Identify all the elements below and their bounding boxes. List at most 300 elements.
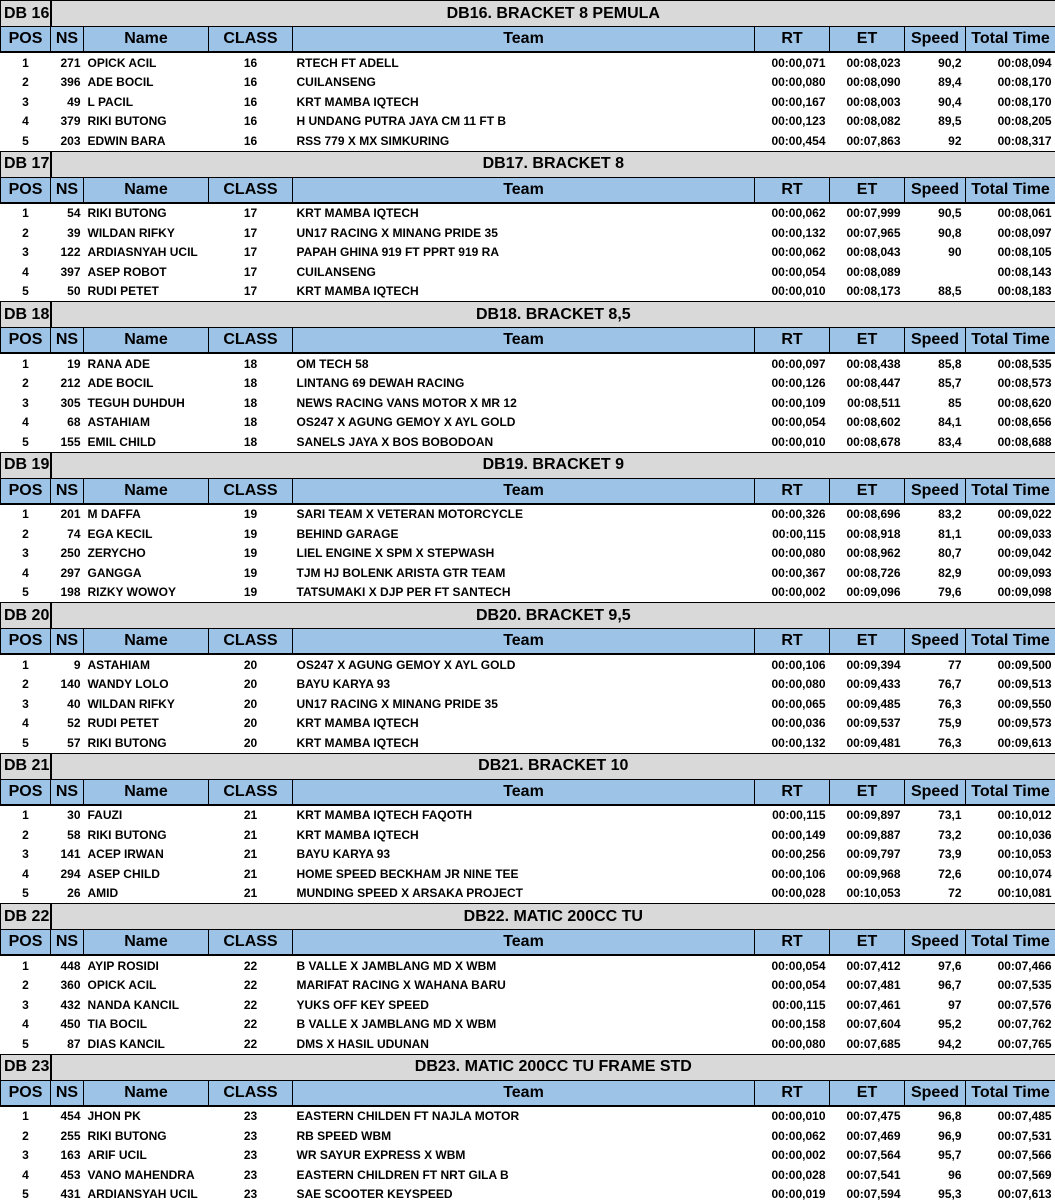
column-header-team: Team: [293, 1080, 755, 1106]
cell-ns: 26: [51, 884, 84, 904]
table-row: [1, 393, 1055, 413]
cell-pos: 4: [1, 413, 51, 433]
cell-speed: 73,9: [905, 845, 966, 865]
cell-class: 16: [209, 131, 293, 151]
cell-et: 00:07,685: [830, 1034, 905, 1054]
cell-team: BAYU KARYA 93: [293, 845, 755, 865]
cell-team: H UNDANG PUTRA JAYA CM 11 FT B: [293, 112, 755, 132]
column-header-total: Total Time: [966, 629, 1055, 655]
cell-total: 00:09,022: [966, 504, 1055, 525]
cell-ns: 453: [51, 1165, 84, 1185]
cell-total: 00:07,566: [966, 1146, 1055, 1166]
cell-total: 00:08,183: [966, 282, 1055, 302]
cell-ns: 74: [51, 524, 84, 544]
cell-pos: 2: [1, 825, 51, 845]
cell-et: 00:09,887: [830, 825, 905, 845]
cell-speed: 97: [905, 995, 966, 1015]
cell-rt: 00:00,080: [755, 544, 830, 564]
cell-et: 00:07,594: [830, 1185, 905, 1204]
cell-team: EASTERN CHILDEN FT NAJLA MOTOR: [293, 1106, 755, 1127]
bracket-title: DB23. MATIC 200CC TU FRAME STD: [51, 1054, 1055, 1080]
column-header-speed: Speed: [905, 930, 966, 956]
cell-pos: 1: [1, 203, 51, 224]
cell-speed: 90,2: [905, 52, 966, 73]
bracket-code: DB 17: [1, 151, 51, 177]
bracket-title: DB17. BRACKET 8: [51, 151, 1055, 177]
column-header-speed: Speed: [905, 177, 966, 203]
cell-ns: 54: [51, 203, 84, 224]
cell-rt: 00:00,132: [755, 733, 830, 753]
column-header-team: Team: [293, 930, 755, 956]
cell-et: 00:08,089: [830, 262, 905, 282]
cell-class: 23: [209, 1126, 293, 1146]
cell-et: 00:08,043: [830, 243, 905, 263]
table-row: [1, 131, 1055, 151]
cell-pos: 1: [1, 353, 51, 374]
cell-name: ASTAHIAM: [84, 413, 209, 433]
cell-name: RIKI BUTONG: [84, 825, 209, 845]
cell-speed: 90,8: [905, 223, 966, 243]
cell-total: 00:07,485: [966, 1106, 1055, 1127]
cell-name: ARDIASNYAH UCIL: [84, 243, 209, 263]
column-header-speed: Speed: [905, 328, 966, 354]
column-header-et: ET: [830, 478, 905, 504]
cell-class: 18: [209, 374, 293, 394]
cell-total: 00:08,143: [966, 262, 1055, 282]
column-header-class: CLASS: [209, 930, 293, 956]
cell-name: DIAS KANCIL: [84, 1034, 209, 1054]
cell-rt: 00:00,106: [755, 654, 830, 675]
cell-rt: 00:00,097: [755, 353, 830, 374]
cell-name: FAUZI: [84, 805, 209, 826]
cell-et: 00:10,053: [830, 884, 905, 904]
column-header-rt: RT: [755, 1080, 830, 1106]
cell-speed: 83,4: [905, 432, 966, 452]
cell-rt: 00:00,028: [755, 884, 830, 904]
cell-team: MARIFAT RACING X WAHANA BARU: [293, 976, 755, 996]
table-row: [1, 1146, 1055, 1166]
cell-ns: 431: [51, 1185, 84, 1204]
bracket-title: DB16. BRACKET 8 PEMULA: [51, 1, 1055, 27]
table-row: [1, 92, 1055, 112]
bracket-title-row: [1, 904, 1055, 930]
column-header-pos: POS: [1, 930, 51, 956]
column-header-speed: Speed: [905, 779, 966, 805]
column-header-speed: Speed: [905, 1080, 966, 1106]
cell-class: 18: [209, 413, 293, 433]
table-row: [1, 1106, 1055, 1127]
cell-pos: 4: [1, 714, 51, 734]
cell-ns: 19: [51, 353, 84, 374]
column-header-class: CLASS: [209, 1080, 293, 1106]
cell-pos: 2: [1, 976, 51, 996]
bracket-code: DB 23: [1, 1054, 51, 1080]
column-header-pos: POS: [1, 779, 51, 805]
cell-name: L PACIL: [84, 92, 209, 112]
cell-ns: 360: [51, 976, 84, 996]
table-row: [1, 955, 1055, 976]
cell-speed: 77: [905, 654, 966, 675]
table-row: [1, 976, 1055, 996]
cell-class: 20: [209, 654, 293, 675]
cell-name: GANGGA: [84, 563, 209, 583]
cell-et: 00:08,023: [830, 52, 905, 73]
cell-team: CUILANSENG: [293, 262, 755, 282]
cell-pos: 4: [1, 1165, 51, 1185]
cell-class: 22: [209, 976, 293, 996]
cell-speed: 95,2: [905, 1015, 966, 1035]
cell-class: 16: [209, 112, 293, 132]
column-header-total: Total Time: [966, 930, 1055, 956]
cell-name: RIKI BUTONG: [84, 1126, 209, 1146]
column-header-rt: RT: [755, 328, 830, 354]
cell-name: ASEP CHILD: [84, 864, 209, 884]
column-header-ns: NS: [51, 177, 84, 203]
table-row: [1, 112, 1055, 132]
column-header-name: Name: [84, 1080, 209, 1106]
column-header-name: Name: [84, 779, 209, 805]
bracket-title-row: [1, 302, 1055, 328]
cell-ns: 87: [51, 1034, 84, 1054]
cell-class: 19: [209, 524, 293, 544]
cell-speed: 96,7: [905, 976, 966, 996]
cell-rt: 00:00,019: [755, 1185, 830, 1204]
cell-speed: 76,7: [905, 675, 966, 695]
column-header-et: ET: [830, 177, 905, 203]
cell-total: 00:08,688: [966, 432, 1055, 452]
cell-ns: 9: [51, 654, 84, 675]
cell-total: 00:09,033: [966, 524, 1055, 544]
cell-team: KRT MAMBA IQTECH: [293, 825, 755, 845]
column-header-rt: RT: [755, 478, 830, 504]
table-row: [1, 432, 1055, 452]
cell-et: 00:07,564: [830, 1146, 905, 1166]
cell-et: 00:08,447: [830, 374, 905, 394]
cell-name: AYIP ROSIDI: [84, 955, 209, 976]
cell-total: 00:09,093: [966, 563, 1055, 583]
column-header-name: Name: [84, 629, 209, 655]
cell-class: 18: [209, 393, 293, 413]
cell-rt: 00:00,367: [755, 563, 830, 583]
column-header-class: CLASS: [209, 478, 293, 504]
cell-speed: 73,2: [905, 825, 966, 845]
cell-rt: 00:00,002: [755, 1146, 830, 1166]
bracket-title: DB20. BRACKET 9,5: [51, 603, 1055, 629]
cell-ns: 58: [51, 825, 84, 845]
cell-ns: 454: [51, 1106, 84, 1127]
column-header-rt: RT: [755, 177, 830, 203]
cell-rt: 00:00,054: [755, 955, 830, 976]
table-row: [1, 1034, 1055, 1054]
column-header-team: Team: [293, 478, 755, 504]
cell-speed: 81,1: [905, 524, 966, 544]
cell-ns: 271: [51, 52, 84, 73]
cell-name: M DAFFA: [84, 504, 209, 525]
cell-total: 00:08,170: [966, 92, 1055, 112]
cell-pos: 4: [1, 563, 51, 583]
table-row: [1, 73, 1055, 93]
cell-total: 00:10,074: [966, 864, 1055, 884]
cell-speed: 85,8: [905, 353, 966, 374]
cell-name: JHON PK: [84, 1106, 209, 1127]
cell-team: SARI TEAM X VETERAN MOTORCYCLE: [293, 504, 755, 525]
cell-et: 00:08,918: [830, 524, 905, 544]
cell-name: RIKI BUTONG: [84, 203, 209, 224]
cell-pos: 5: [1, 432, 51, 452]
cell-total: 00:07,765: [966, 1034, 1055, 1054]
cell-rt: 00:00,010: [755, 432, 830, 452]
column-header-row: [1, 629, 1055, 655]
cell-name: RUDI PETET: [84, 282, 209, 302]
cell-ns: 379: [51, 112, 84, 132]
cell-rt: 00:00,054: [755, 262, 830, 282]
cell-speed: [905, 262, 966, 282]
cell-rt: 00:00,126: [755, 374, 830, 394]
cell-name: TEGUH DUHDUH: [84, 393, 209, 413]
cell-total: 00:10,012: [966, 805, 1055, 826]
cell-name: RIKI BUTONG: [84, 112, 209, 132]
column-header-pos: POS: [1, 1080, 51, 1106]
bracket-title: DB18. BRACKET 8,5: [51, 302, 1055, 328]
cell-pos: 1: [1, 52, 51, 73]
cell-pos: 2: [1, 1126, 51, 1146]
cell-total: 00:08,105: [966, 243, 1055, 263]
table-row: [1, 524, 1055, 544]
cell-name: EMIL CHILD: [84, 432, 209, 452]
cell-ns: 122: [51, 243, 84, 263]
cell-name: OPICK ACIL: [84, 976, 209, 996]
cell-rt: 00:00,036: [755, 714, 830, 734]
cell-name: RIKI BUTONG: [84, 733, 209, 753]
cell-rt: 00:00,080: [755, 675, 830, 695]
cell-pos: 1: [1, 955, 51, 976]
cell-team: RTECH FT ADELL: [293, 52, 755, 73]
cell-et: 00:07,863: [830, 131, 905, 151]
cell-class: 16: [209, 52, 293, 73]
cell-speed: 73,1: [905, 805, 966, 826]
cell-rt: 00:00,065: [755, 694, 830, 714]
cell-speed: 79,6: [905, 583, 966, 603]
cell-team: BAYU KARYA 93: [293, 675, 755, 695]
cell-et: 00:09,433: [830, 675, 905, 695]
table-row: [1, 1165, 1055, 1185]
column-header-pos: POS: [1, 177, 51, 203]
cell-et: 00:08,003: [830, 92, 905, 112]
column-header-ns: NS: [51, 328, 84, 354]
column-header-pos: POS: [1, 27, 51, 53]
cell-team: B VALLE X JAMBLANG MD X WBM: [293, 1015, 755, 1035]
column-header-rt: RT: [755, 27, 830, 53]
cell-team: KRT MAMBA IQTECH FAQOTH: [293, 805, 755, 826]
cell-class: 16: [209, 73, 293, 93]
bracket-title-row: [1, 603, 1055, 629]
bracket-code: DB 22: [1, 904, 51, 930]
cell-name: RIZKY WOWOY: [84, 583, 209, 603]
column-header-total: Total Time: [966, 328, 1055, 354]
table-row: [1, 353, 1055, 374]
table-row: [1, 654, 1055, 675]
cell-rt: 00:00,028: [755, 1165, 830, 1185]
column-header-et: ET: [830, 779, 905, 805]
cell-total: 00:07,576: [966, 995, 1055, 1015]
cell-class: 21: [209, 805, 293, 826]
cell-pos: 2: [1, 524, 51, 544]
cell-team: SAE SCOOTER KEYSPEED: [293, 1185, 755, 1204]
cell-class: 22: [209, 1034, 293, 1054]
column-header-team: Team: [293, 328, 755, 354]
cell-total: 00:09,573: [966, 714, 1055, 734]
column-header-team: Team: [293, 27, 755, 53]
cell-rt: 00:00,158: [755, 1015, 830, 1035]
cell-speed: 90,4: [905, 92, 966, 112]
cell-rt: 00:00,115: [755, 995, 830, 1015]
cell-class: 17: [209, 243, 293, 263]
cell-speed: 94,2: [905, 1034, 966, 1054]
cell-name: ACEP IRWAN: [84, 845, 209, 865]
column-header-speed: Speed: [905, 27, 966, 53]
cell-rt: 00:00,054: [755, 413, 830, 433]
cell-ns: 255: [51, 1126, 84, 1146]
cell-et: 00:08,678: [830, 432, 905, 452]
cell-speed: 96,8: [905, 1106, 966, 1127]
cell-total: 00:07,613: [966, 1185, 1055, 1204]
cell-team: YUKS OFF KEY SPEED: [293, 995, 755, 1015]
cell-et: 00:09,968: [830, 864, 905, 884]
cell-rt: 00:00,123: [755, 112, 830, 132]
cell-et: 00:09,394: [830, 654, 905, 675]
cell-et: 00:07,965: [830, 223, 905, 243]
table-row: [1, 374, 1055, 394]
cell-et: 00:09,481: [830, 733, 905, 753]
cell-team: DMS X HASIL UDUNAN: [293, 1034, 755, 1054]
cell-et: 00:09,096: [830, 583, 905, 603]
column-header-row: [1, 27, 1055, 53]
cell-ns: 57: [51, 733, 84, 753]
column-header-total: Total Time: [966, 1080, 1055, 1106]
cell-pos: 5: [1, 1034, 51, 1054]
column-header-rt: RT: [755, 930, 830, 956]
cell-total: 00:10,081: [966, 884, 1055, 904]
cell-class: 19: [209, 504, 293, 525]
table-row: [1, 864, 1055, 884]
cell-speed: 75,9: [905, 714, 966, 734]
cell-et: 00:08,173: [830, 282, 905, 302]
cell-ns: 396: [51, 73, 84, 93]
table-row: [1, 52, 1055, 73]
cell-pos: 1: [1, 654, 51, 675]
column-header-team: Team: [293, 779, 755, 805]
cell-rt: 00:00,080: [755, 1034, 830, 1054]
cell-team: SANELS JAYA X BOS BOBODOAN: [293, 432, 755, 452]
bracket-title: DB19. BRACKET 9: [51, 452, 1055, 478]
cell-name: EGA KECIL: [84, 524, 209, 544]
cell-rt: 00:00,167: [755, 92, 830, 112]
cell-ns: 448: [51, 955, 84, 976]
column-header-pos: POS: [1, 328, 51, 354]
cell-class: 19: [209, 583, 293, 603]
cell-total: 00:09,513: [966, 675, 1055, 695]
cell-pos: 1: [1, 1106, 51, 1127]
table-row: [1, 805, 1055, 826]
cell-ns: 397: [51, 262, 84, 282]
cell-rt: 00:00,115: [755, 805, 830, 826]
cell-class: 20: [209, 675, 293, 695]
cell-name: OPICK ACIL: [84, 52, 209, 73]
cell-name: ASEP ROBOT: [84, 262, 209, 282]
cell-name: ZERYCHO: [84, 544, 209, 564]
cell-ns: 50: [51, 282, 84, 302]
cell-team: OM TECH 58: [293, 353, 755, 374]
column-header-row: [1, 1080, 1055, 1106]
cell-speed: 83,2: [905, 504, 966, 525]
cell-et: 00:09,537: [830, 714, 905, 734]
cell-pos: 4: [1, 262, 51, 282]
cell-rt: 00:00,454: [755, 131, 830, 151]
column-header-class: CLASS: [209, 779, 293, 805]
table-row: [1, 1015, 1055, 1035]
table-row: [1, 714, 1055, 734]
cell-pos: 5: [1, 583, 51, 603]
cell-pos: 2: [1, 675, 51, 695]
cell-total: 00:08,094: [966, 52, 1055, 73]
bracket-title-row: [1, 452, 1055, 478]
column-header-ns: NS: [51, 478, 84, 504]
cell-speed: 95,7: [905, 1146, 966, 1166]
cell-total: 00:08,535: [966, 353, 1055, 374]
cell-total: 00:07,762: [966, 1015, 1055, 1035]
cell-rt: 00:00,062: [755, 1126, 830, 1146]
cell-rt: 00:00,080: [755, 73, 830, 93]
column-header-class: CLASS: [209, 27, 293, 53]
bracket-code: DB 16: [1, 1, 51, 27]
cell-class: 23: [209, 1165, 293, 1185]
bracket-title-row: [1, 753, 1055, 779]
cell-rt: 00:00,106: [755, 864, 830, 884]
column-header-class: CLASS: [209, 328, 293, 354]
cell-et: 00:07,604: [830, 1015, 905, 1035]
table-row: [1, 282, 1055, 302]
cell-class: 21: [209, 864, 293, 884]
cell-total: 00:09,550: [966, 694, 1055, 714]
cell-class: 21: [209, 884, 293, 904]
cell-pos: 5: [1, 733, 51, 753]
cell-name: ADE BOCIL: [84, 73, 209, 93]
cell-ns: 68: [51, 413, 84, 433]
cell-speed: 92: [905, 131, 966, 151]
cell-speed: 80,7: [905, 544, 966, 564]
cell-et: 00:08,090: [830, 73, 905, 93]
cell-team: B VALLE X JAMBLANG MD X WBM: [293, 955, 755, 976]
cell-pos: 4: [1, 864, 51, 884]
column-header-row: [1, 930, 1055, 956]
cell-pos: 3: [1, 1146, 51, 1166]
column-header-ns: NS: [51, 27, 84, 53]
column-header-name: Name: [84, 177, 209, 203]
cell-rt: 00:00,071: [755, 52, 830, 73]
cell-class: 18: [209, 353, 293, 374]
cell-team: KRT MAMBA IQTECH: [293, 92, 755, 112]
table-row: [1, 1126, 1055, 1146]
table-row: [1, 223, 1055, 243]
cell-team: TATSUMAKI X DJP PER FT SANTECH: [293, 583, 755, 603]
cell-ns: 212: [51, 374, 84, 394]
cell-total: 00:08,061: [966, 203, 1055, 224]
cell-rt: 00:00,010: [755, 282, 830, 302]
cell-name: RANA ADE: [84, 353, 209, 374]
cell-pos: 3: [1, 393, 51, 413]
cell-team: UN17 RACING X MINANG PRIDE 35: [293, 223, 755, 243]
cell-et: 00:08,082: [830, 112, 905, 132]
